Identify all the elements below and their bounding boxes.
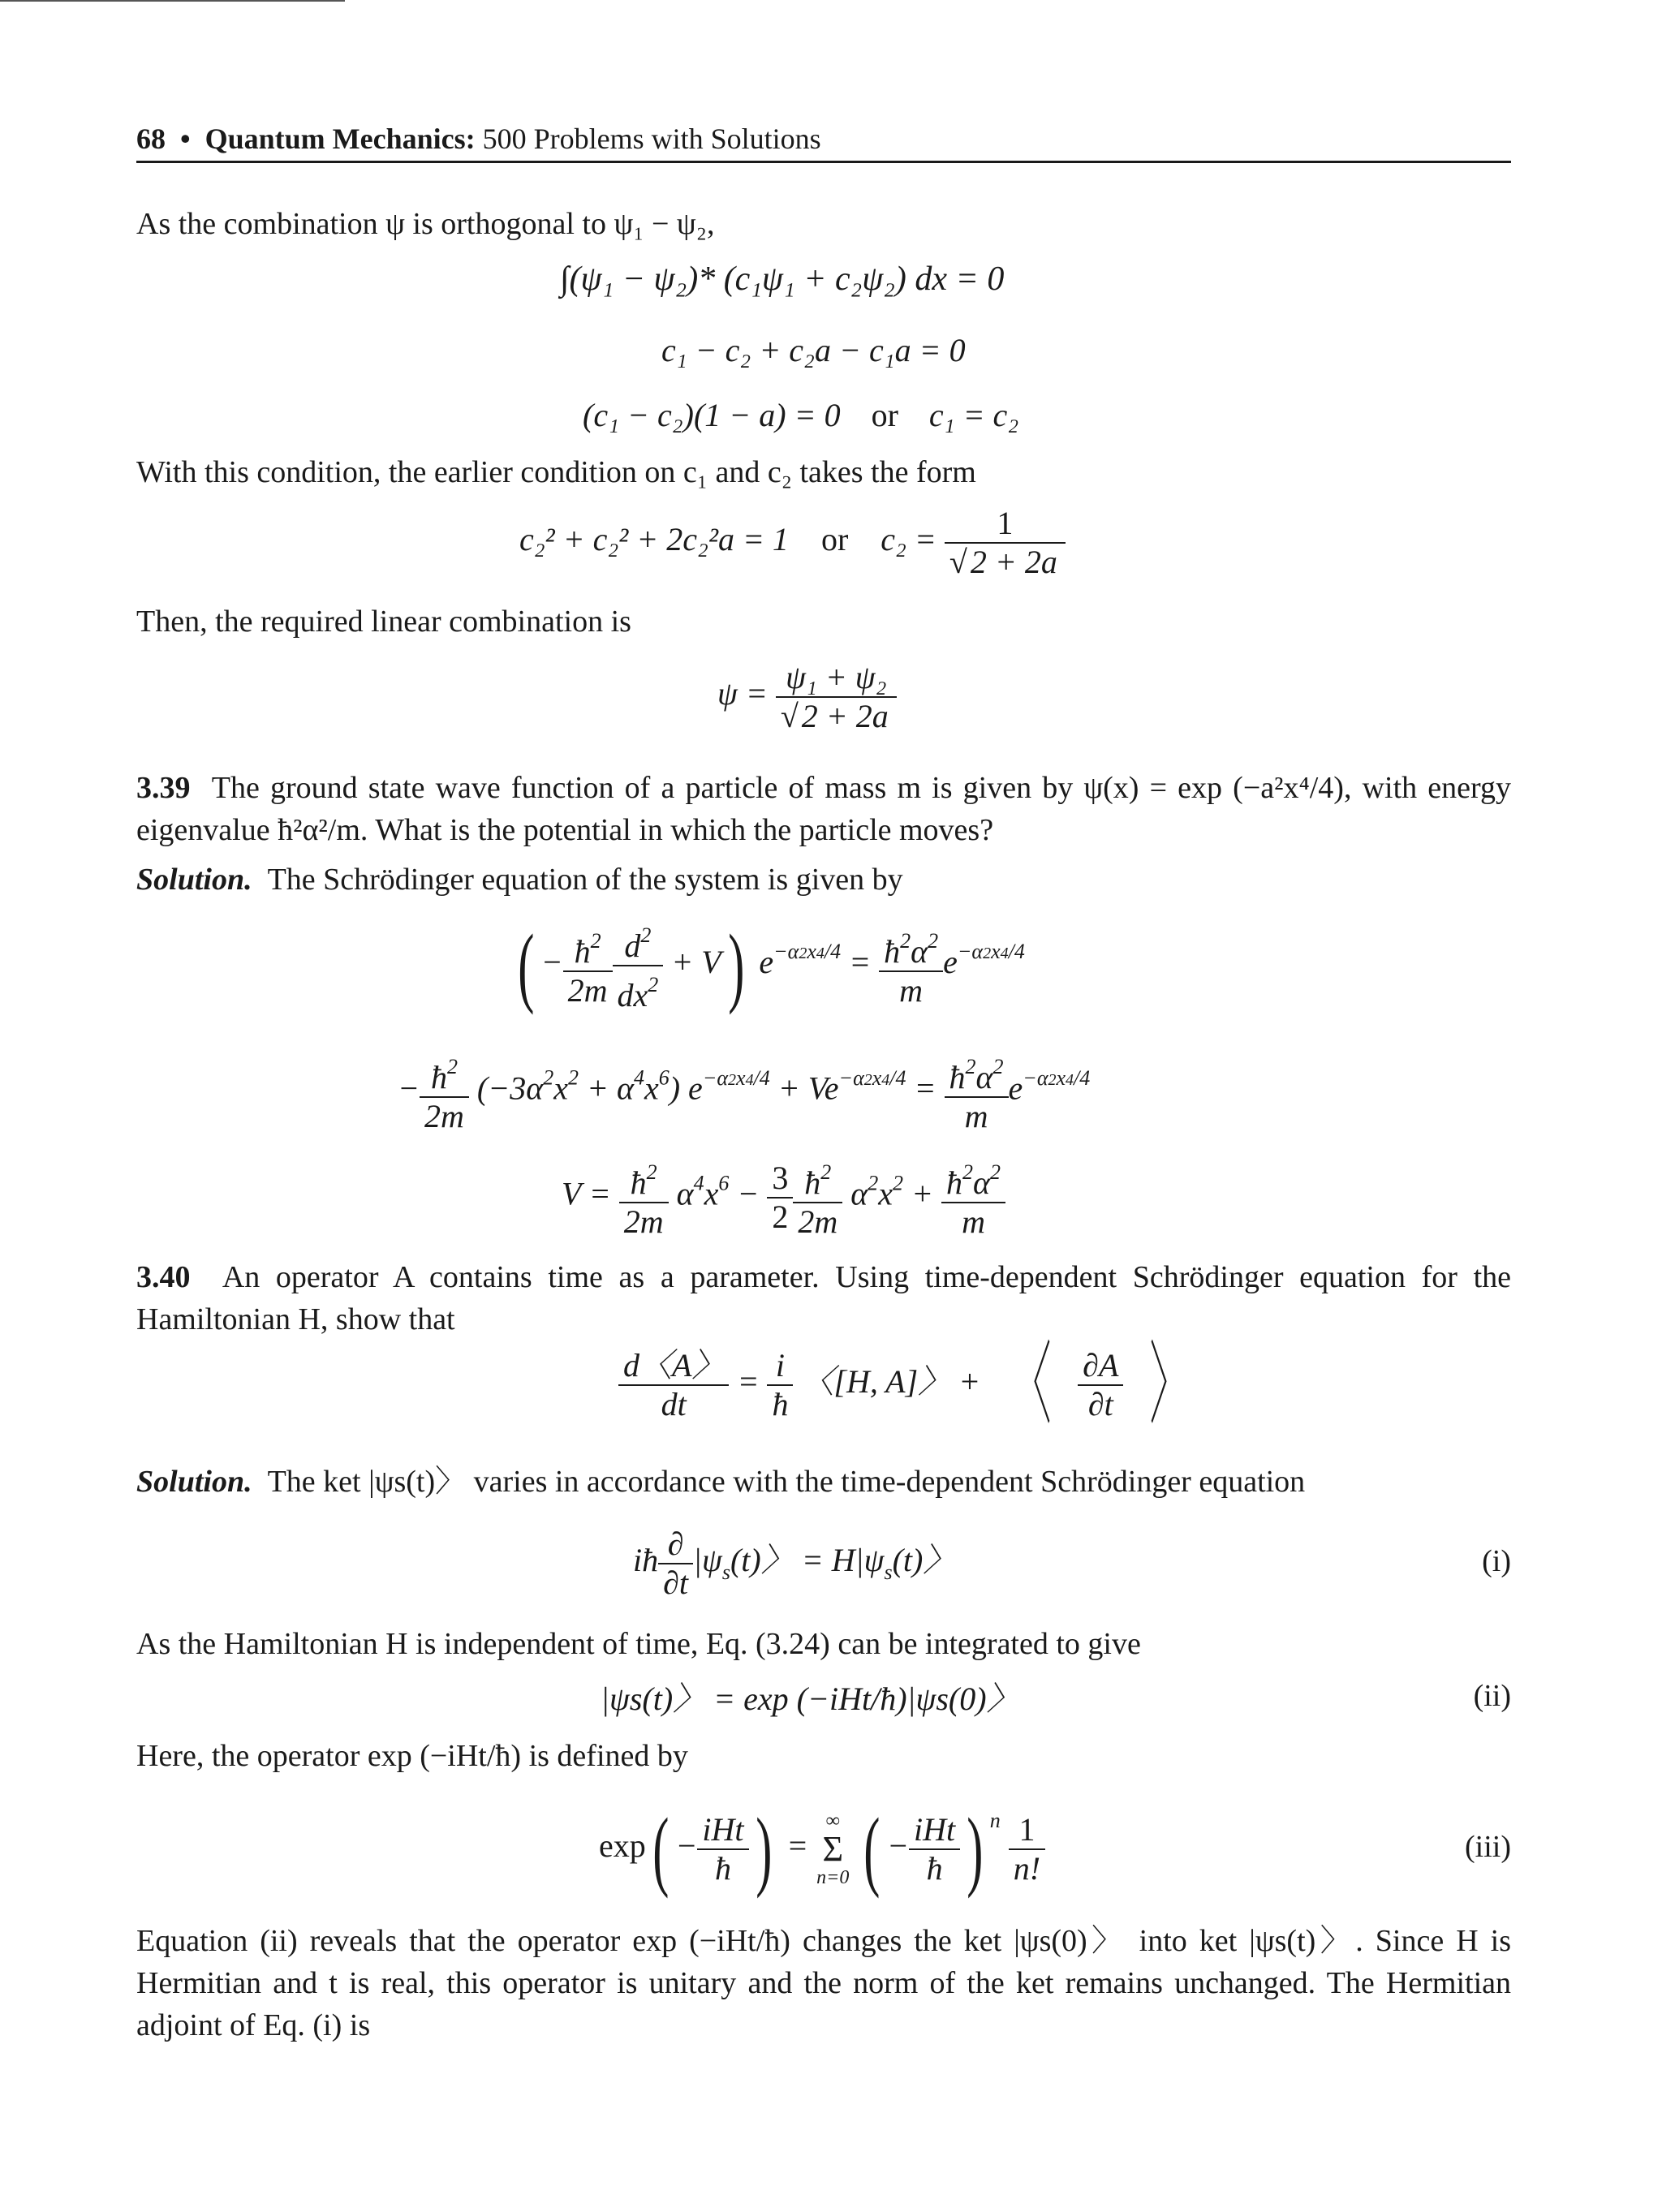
text-line-condition: With this condition, the earlier condition on c₁ and c₂ takes the form	[136, 455, 976, 489]
equation-schrodinger: ( − $\frac{ħ^2}{2m}$ $\frac{d^2}{dx^2}$ + V) $e^{-\alpha 2x4/4}$ = $\frac{ħ^2\alpha^2}{m}$ $e^{-\alpha 2x4/4}$	[518, 916, 1025, 1015]
equation-factored-lhs: (c₁ − c₂)(1 − a) = 0	[583, 397, 841, 433]
book-title-rest: 500 Problems with Solutions	[475, 123, 821, 155]
solution-text-340: The ket |ψs(t)〉 varies in accordance with the time-dependent Schrödinger equation	[267, 1465, 1306, 1499]
equation-tag-i: (i)	[1482, 1544, 1511, 1578]
equation-tag-ii: (ii)	[1473, 1679, 1511, 1713]
equation-factored-rhs: c₁ = c₂	[928, 397, 1019, 433]
book-title-bold: Quantum Mechanics:	[205, 123, 476, 155]
psi-lhs: ψ =	[717, 675, 768, 712]
problem-text: The ground state wave function of a particle of mass m is given by ψ(x) = exp (−a²x⁴/4), with energy eigenvalue ħ²α²/m. What is the potential in which the particle moves?	[136, 771, 1511, 847]
solution-label: Solution.	[136, 863, 252, 897]
text-line-orthogonal: As the combination ψ is orthogonal to ψ₁ − ψ₂,	[136, 207, 715, 241]
book-title	[205, 123, 821, 155]
fraction-psi: $\frac{\text{ψ₁ + ψ₂}}{√ 2 + 2a}$	[776, 659, 897, 735]
text-line-operator: Here, the operator exp (−iHt/ħ) is defined by	[136, 1739, 688, 1773]
problem-text-340: An operator A contains time as a parameter. Using time-dependent Schrödinger equation for the Hamiltonian H, show that	[136, 1260, 1512, 1336]
fraction-psi-numerator: ψ₁ + ψ₂	[776, 659, 897, 698]
problem-3-40	[136, 1256, 1511, 1341]
equation-or: or	[871, 397, 898, 433]
equation-factored	[583, 394, 1018, 437]
solution-3-39-intro	[136, 859, 1511, 901]
solution-3-40-intro	[136, 1461, 1511, 1503]
running-header	[136, 122, 1511, 162]
solution-label-340: Solution.	[136, 1465, 252, 1499]
equation-tdse: iħ $\frac{\partial}{\partial t}$ $|\psi_s(t)$〉 = $H|\psi_s(t)$〉	[633, 1526, 956, 1601]
fraction-numerator: 1	[945, 505, 1066, 544]
equation-evolution: |ψs(t)〉 = exp (−iHt/ħ)|ψs(0)〉	[601, 1681, 1019, 1717]
equation-tag-iii: (iii)	[1465, 1830, 1511, 1864]
equation-expanded: − $\frac{ħ^2}{2m}$ $(-3\alpha^2x^2 + \alpha^4x^6) e^{-\alpha 2x4/4} + Ve^{-\alpha 2x4/4}$ = $\frac{ħ^2\alpha^2}{m}$ $e^{-\alpha 2x4/4}$	[398, 1048, 1090, 1135]
header-rule	[136, 161, 1511, 163]
equation-c2-lhs: c₂ =	[881, 521, 936, 558]
equation-coefficients: c₁ − c₂ + c₂a − c₁a = 0	[661, 332, 966, 368]
equation-potential: V = $\frac{ħ^2}{2m}$ $\alpha^4x^6$ − $\frac{3}{2}$ $\frac{ħ^2}{2m}$ $\alpha^2x^2$ + $\frac{ħ^2\alpha^2}{m}$	[562, 1154, 1005, 1241]
problem-number: 3.39	[136, 771, 191, 805]
equation-linear-combination	[717, 659, 897, 735]
equation-exponential-series: exp( − $\frac{\text{iHt}}{ħ}$ ) = ∞ Σ n=0 ( − $\frac{\text{iHt}}{ħ}$ ) $^n$ $\frac{1}{n!}$	[599, 1800, 1045, 1888]
equation-normalization-lhs: c₂² + c₂² + 2c₂²a = 1	[519, 521, 789, 558]
problem-number-340: 3.40	[136, 1260, 191, 1294]
solution-text: The Schrödinger equation of the system is given by	[267, 863, 903, 897]
fraction-denominator: 2 + 2a	[967, 542, 1061, 580]
fraction-c2: $\frac{1}{√ 2 + 2a}$	[945, 505, 1066, 581]
equation-normalization	[519, 505, 1066, 581]
header-bullet: •	[180, 123, 191, 155]
equation-integral: ∫(ψ₁ − ψ₂)* (c₁ψ₁ + c₂ψ₂) dx = 0	[560, 260, 1005, 298]
text-line-required: Then, the required linear combination is	[136, 605, 631, 639]
problem-3-39	[136, 767, 1511, 851]
fraction-psi-denominator: 2 + 2a	[799, 696, 892, 734]
text-line-hamiltonian: As the Hamiltonian H is independent of time, Eq. (3.24) can be integrated to give	[136, 1627, 1141, 1661]
equation-or-2: or	[820, 521, 849, 558]
page-number: 68	[136, 123, 166, 155]
scan-edge-line	[0, 0, 345, 2]
equation-ehrenfest: $\frac{d〈A〉}{dt}$ = $\frac{i}{ħ}$ 〈[H, A]〉 + 〈 $\frac{\partial A}{\partial t}$ 〉	[618, 1347, 1212, 1423]
closing-paragraph: Equation (ii) reveals that the operator exp (−iHt/ħ) changes the ket |ψs(0)〉 into ket |ψs(t)〉. Since H is Hermitian and t is real, this operator is unitary and the norm of the ket remains unchanged. The Hermitian adjoint of Eq. (i) is	[136, 1924, 1511, 2042]
